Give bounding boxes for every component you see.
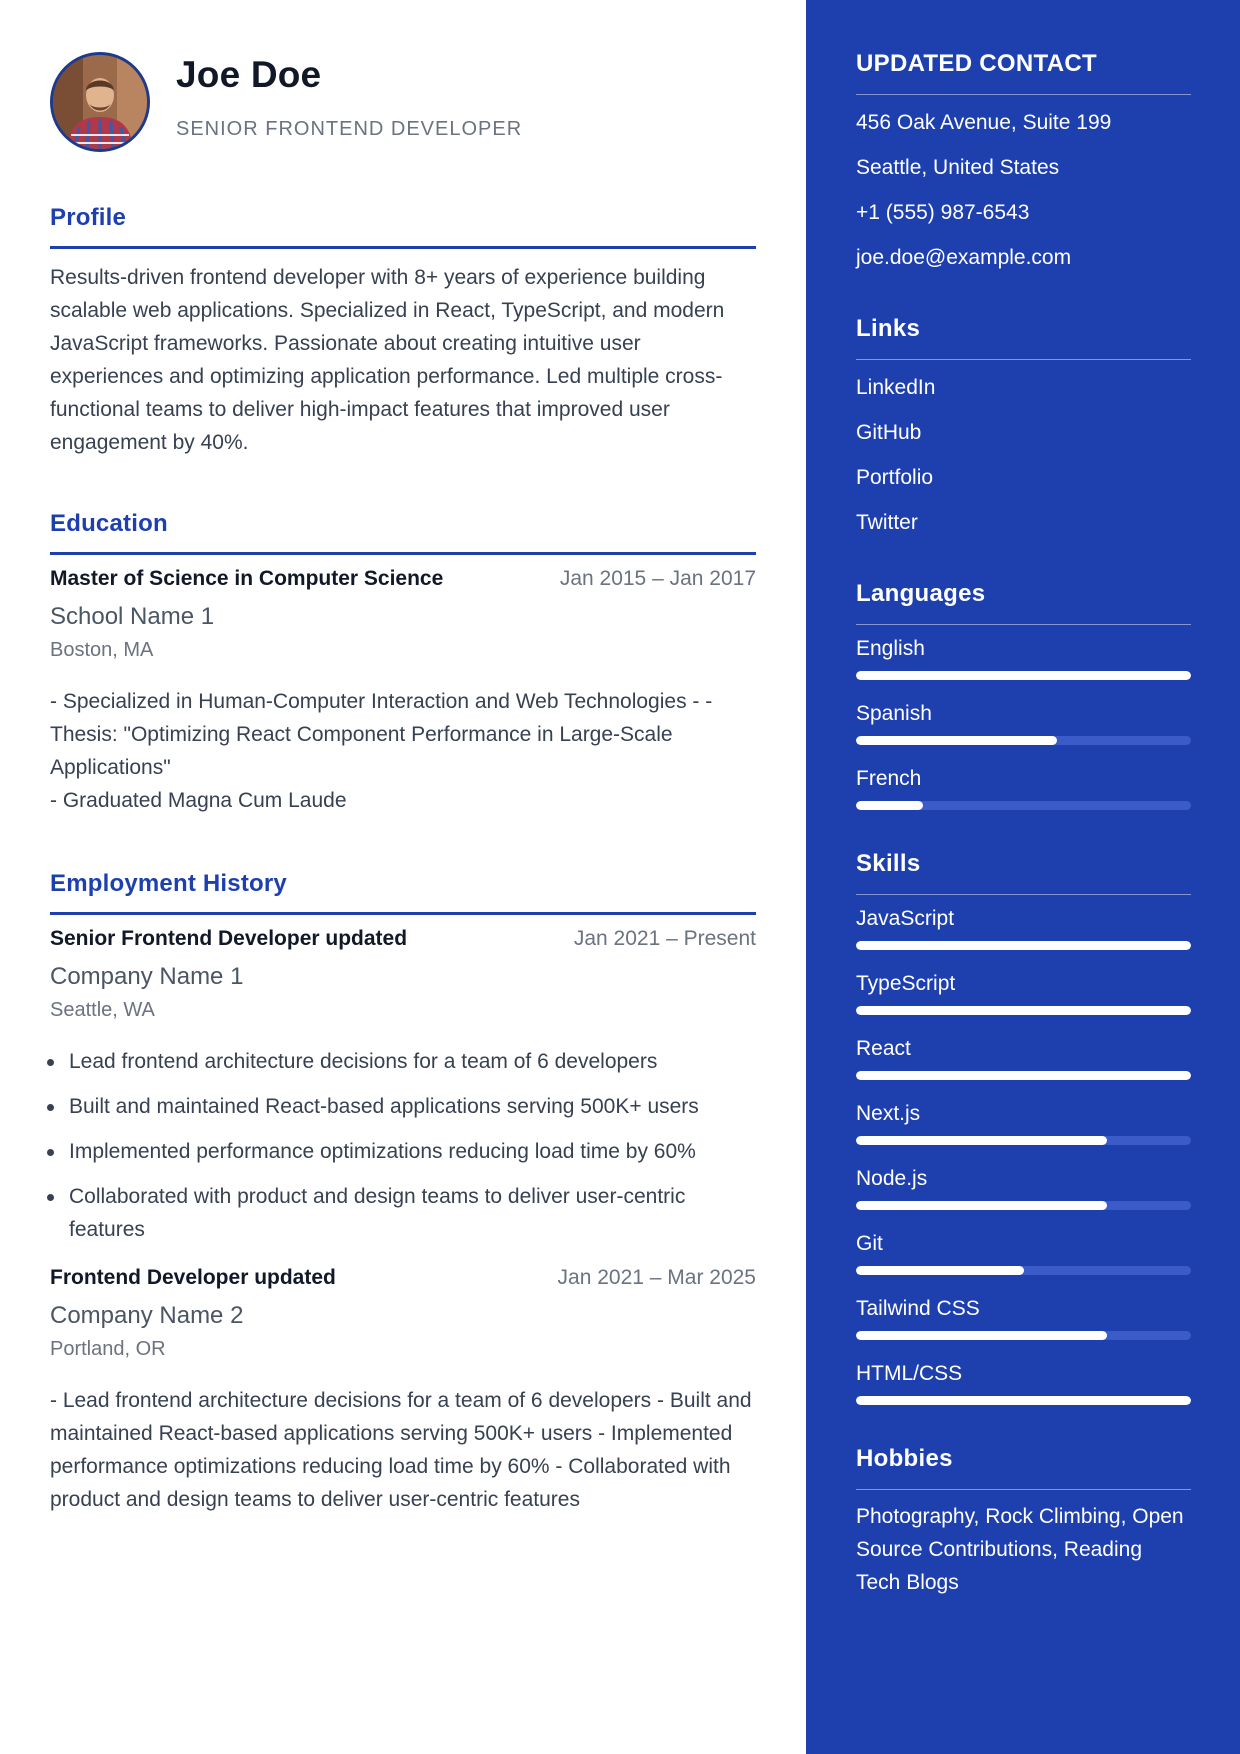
skill-name: Node.js bbox=[856, 1167, 928, 1190]
job-bullets bbox=[50, 1045, 756, 1246]
bullet-text: Implemented performance optimizations reducing load time by 60% bbox=[69, 1140, 696, 1163]
skill-level-bar bbox=[856, 1331, 1191, 1340]
education-dates: Jan 2015 – Jan 2017 bbox=[559, 567, 756, 590]
degree-title: Master of Science in Computer Science bbox=[50, 567, 444, 590]
language-level-bar bbox=[856, 736, 1191, 745]
skill-level-fill bbox=[856, 1396, 1191, 1405]
bullet-icon bbox=[47, 1104, 54, 1111]
skill-level-fill bbox=[856, 1201, 1107, 1210]
job-description: - Lead frontend architecture decisions for a team of 6 developers - Built and maintained React-based applications serving 500K+ users - Implemented performance optimizations reducing load time by 60% - Collaborated with product and design teams to deliver user-centric features bbox=[50, 1389, 752, 1511]
job-dates: Jan 2021 – Present bbox=[573, 927, 756, 950]
link-portfolio[interactable]: Portfolio bbox=[856, 466, 934, 489]
bullet-text: Lead frontend architecture decisions for a team of 6 developers bbox=[69, 1050, 658, 1073]
skill-name: JavaScript bbox=[856, 907, 955, 930]
education-heading: Education bbox=[50, 510, 756, 555]
skill-item bbox=[856, 970, 1191, 1015]
skill-level-bar bbox=[856, 1136, 1191, 1145]
education-section bbox=[50, 510, 756, 817]
job-position: Senior Frontend Developer updated bbox=[50, 927, 408, 950]
resume-header bbox=[50, 50, 756, 154]
full-name: Joe Doe bbox=[176, 54, 322, 95]
job-entry bbox=[50, 927, 756, 1246]
skill-level-bar bbox=[856, 1071, 1191, 1080]
list-item bbox=[50, 1135, 756, 1168]
links-section bbox=[856, 315, 1191, 540]
profile-summary: Results-driven frontend developer with 8+ years of experience building scalable web applications. Specialized in React, TypeScript, and modern JavaScript frameworks. Passionate about creating intuitive user experiences and optimizing application performance. Led multiple cross-functional teams to deliver high-impact features that improved user engagement by 40%. bbox=[50, 266, 725, 454]
skill-name: Next.js bbox=[856, 1102, 921, 1125]
company-location: Seattle, WA bbox=[50, 999, 155, 1021]
school-location: Boston, MA bbox=[50, 639, 154, 661]
skill-item bbox=[856, 1360, 1191, 1405]
languages-heading: Languages bbox=[856, 580, 1191, 625]
company-location: Portland, OR bbox=[50, 1338, 166, 1360]
languages-section bbox=[856, 580, 1191, 810]
language-level-bar bbox=[856, 801, 1191, 810]
bullet-icon bbox=[47, 1149, 54, 1156]
employment-heading: Employment History bbox=[50, 870, 756, 915]
school-name: School Name 1 bbox=[50, 603, 215, 630]
bullet-text: Built and maintained React-based applications serving 500K+ users bbox=[69, 1095, 699, 1118]
education-description bbox=[50, 685, 756, 817]
contact-email[interactable]: joe.doe@example.com bbox=[856, 246, 1072, 269]
language-level-bar bbox=[856, 671, 1191, 680]
list-item bbox=[50, 1090, 756, 1123]
contact-address: 456 Oak Avenue, Suite 199 bbox=[856, 111, 1112, 134]
contact-phone[interactable]: +1 (555) 987-6543 bbox=[856, 201, 1030, 224]
contact-city: Seattle, United States bbox=[856, 156, 1060, 179]
contact-heading: UPDATED CONTACT bbox=[856, 50, 1191, 95]
skill-level-fill bbox=[856, 941, 1191, 950]
skill-name: Git bbox=[856, 1232, 883, 1255]
language-name: English bbox=[856, 637, 925, 660]
contact-section bbox=[856, 50, 1191, 275]
skill-name: Tailwind CSS bbox=[856, 1297, 980, 1320]
skill-level-bar bbox=[856, 1006, 1191, 1015]
skill-item bbox=[856, 905, 1191, 950]
skills-heading: Skills bbox=[856, 850, 1191, 895]
skills-section bbox=[856, 850, 1191, 1405]
skill-level-fill bbox=[856, 1071, 1191, 1080]
education-description-line: - Graduated Magna Cum Laude bbox=[50, 789, 347, 812]
skill-item bbox=[856, 1165, 1191, 1210]
skill-level-fill bbox=[856, 1006, 1191, 1015]
language-name: Spanish bbox=[856, 702, 932, 725]
sidebar bbox=[806, 0, 1240, 1754]
profile-heading: Profile bbox=[50, 204, 756, 249]
skills-list bbox=[856, 905, 1191, 1405]
languages-list bbox=[856, 635, 1191, 810]
language-item bbox=[856, 765, 1191, 810]
skill-level-fill bbox=[856, 1331, 1107, 1340]
skill-name: TypeScript bbox=[856, 972, 956, 995]
skill-item bbox=[856, 1295, 1191, 1340]
link-twitter[interactable]: Twitter bbox=[856, 511, 918, 534]
links-heading: Links bbox=[856, 315, 1191, 360]
language-item bbox=[856, 635, 1191, 680]
language-name: French bbox=[856, 767, 922, 790]
link-github[interactable]: GitHub bbox=[856, 421, 922, 444]
language-level-fill bbox=[856, 801, 923, 810]
hobbies-list: Photography, Rock Climbing, Open Source Contributions, Reading Tech Blogs bbox=[856, 1505, 1184, 1594]
person-photo-icon bbox=[53, 55, 147, 149]
language-level-fill bbox=[856, 736, 1057, 745]
skill-item bbox=[856, 1230, 1191, 1275]
skill-level-bar bbox=[856, 1201, 1191, 1210]
job-entry bbox=[50, 1266, 756, 1516]
skill-level-fill bbox=[856, 1266, 1024, 1275]
list-item bbox=[50, 1045, 756, 1078]
employment-section bbox=[50, 870, 756, 1516]
list-item bbox=[50, 1180, 756, 1246]
job-position: Frontend Developer updated bbox=[50, 1266, 336, 1289]
language-item bbox=[856, 700, 1191, 745]
company-name: Company Name 1 bbox=[50, 963, 244, 990]
skill-level-bar bbox=[856, 1396, 1191, 1405]
skill-level-bar bbox=[856, 1266, 1191, 1275]
bullet-text: Collaborated with product and design teams to deliver user-centric features bbox=[69, 1185, 686, 1241]
bullet-icon bbox=[47, 1194, 54, 1201]
profile-section bbox=[50, 204, 756, 459]
hobbies-heading: Hobbies bbox=[856, 1445, 1191, 1490]
education-entry bbox=[50, 567, 756, 817]
company-name: Company Name 2 bbox=[50, 1302, 244, 1329]
education-description-line: - Specialized in Human-Computer Interaction and Web Technologies - - Thesis: "Optimizing React Component Performance in Large-Scale Applications" bbox=[50, 690, 713, 779]
skill-level-fill bbox=[856, 1136, 1107, 1145]
skill-name: HTML/CSS bbox=[856, 1362, 963, 1385]
skill-item bbox=[856, 1035, 1191, 1080]
link-linkedin[interactable]: LinkedIn bbox=[856, 376, 936, 399]
skill-level-bar bbox=[856, 941, 1191, 950]
job-dates: Jan 2021 – Mar 2025 bbox=[557, 1266, 756, 1289]
language-level-fill bbox=[856, 671, 1191, 680]
job-title: SENIOR FRONTEND DEVELOPER bbox=[176, 118, 523, 140]
hobbies-section bbox=[856, 1445, 1191, 1599]
skill-item bbox=[856, 1100, 1191, 1145]
bullet-icon bbox=[47, 1059, 54, 1066]
avatar bbox=[50, 52, 150, 152]
skill-name: React bbox=[856, 1037, 911, 1060]
